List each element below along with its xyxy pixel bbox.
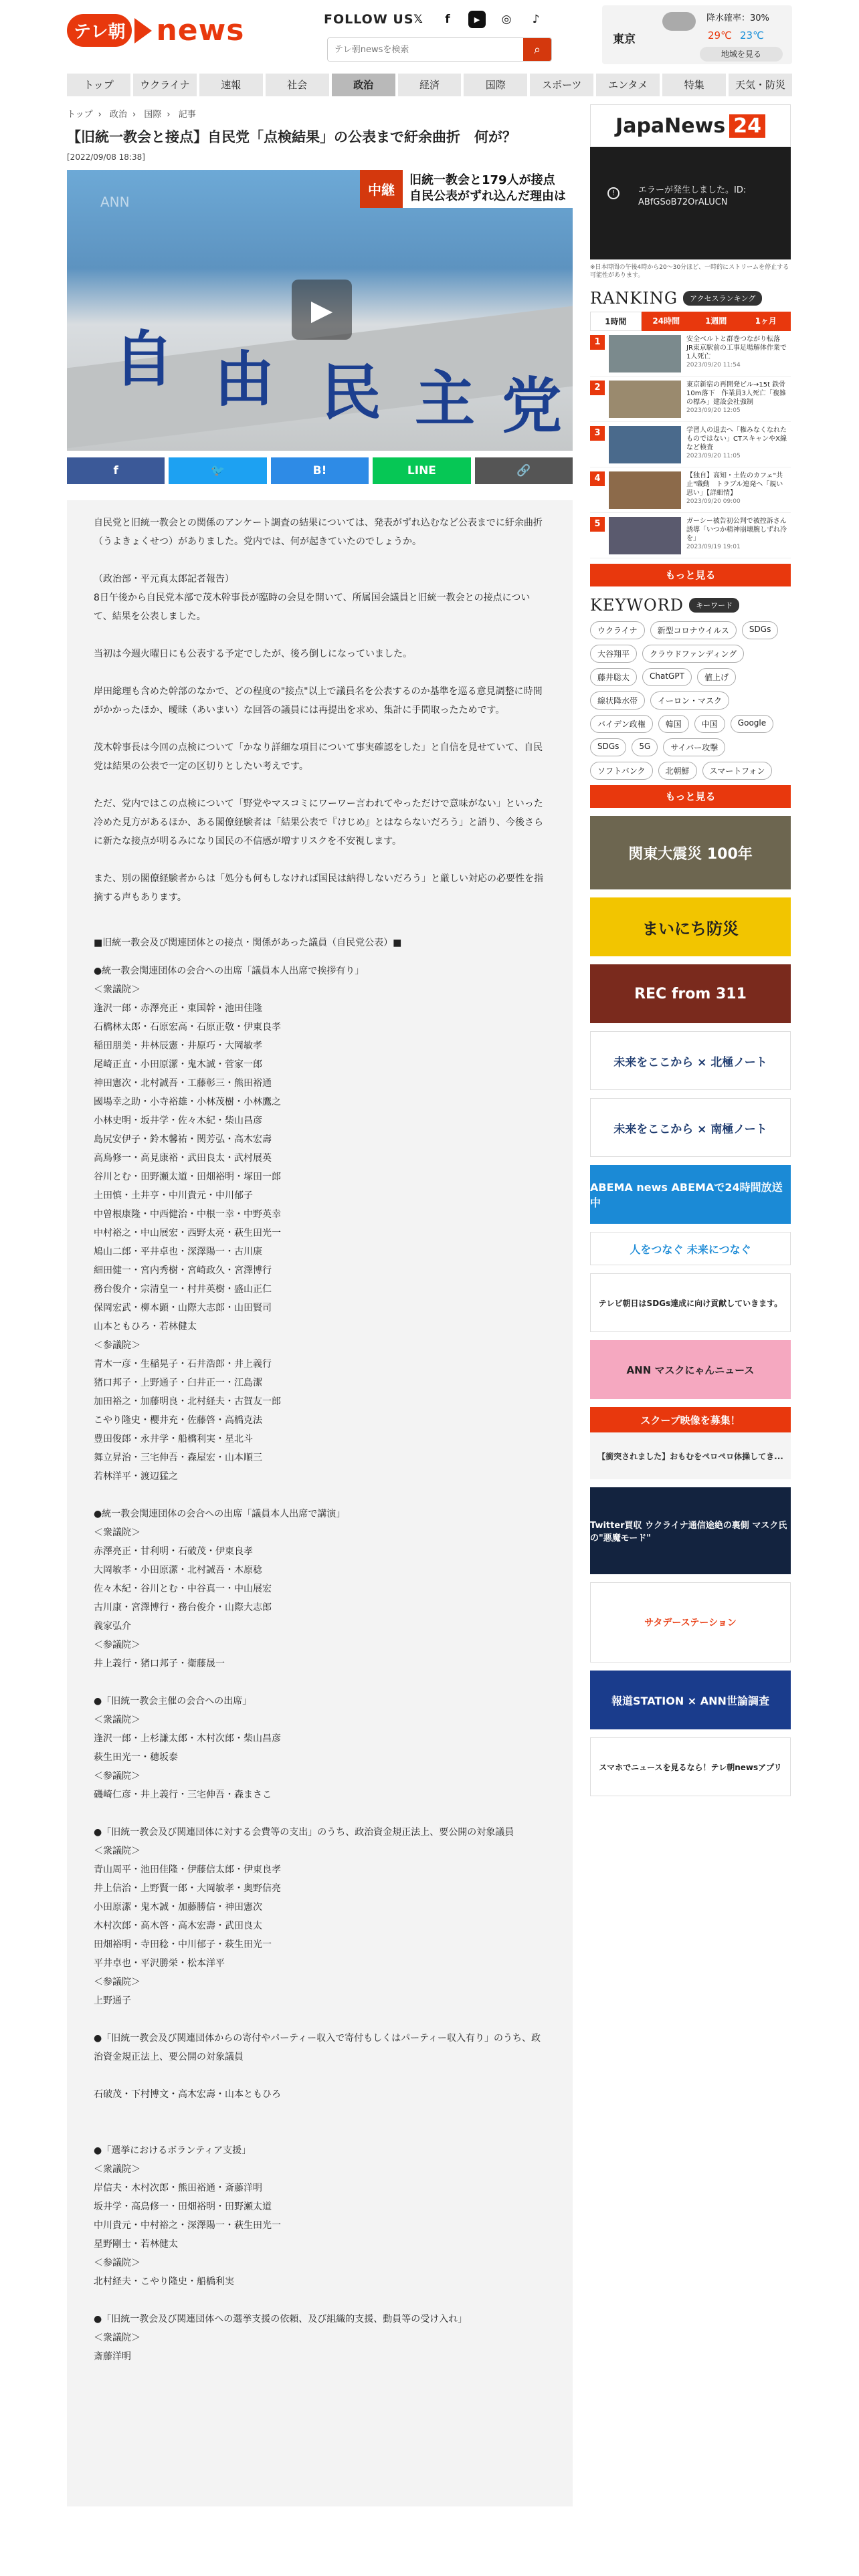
video-note: ※日本時間の午後4時から20～30分ほど、一時的にストリームを停止する可能性があります。 (590, 264, 789, 279)
member-list-line: 上野通子 (94, 1996, 131, 2006)
member-list-line: 國場幸之助・小寺裕雄・小林茂樹・小林鷹之 (94, 1097, 281, 1107)
keyword-tag[interactable]: 韓国 (658, 715, 689, 733)
member-list-line: 逢沢一郎・上杉謙太郎・木村次郎・柴山昌彦 (94, 1733, 281, 1744)
member-list-line: 田畑裕明・寺田稔・中川郁子・萩生田光一 (94, 1939, 272, 1950)
breadcrumb (67, 107, 201, 120)
member-list-line (94, 2104, 549, 2123)
copy-link-button[interactable]: 🔗 (475, 457, 573, 484)
member-list-line: こやり隆史・櫻井充・佐藤啓・高橋克法 (94, 1415, 262, 1426)
member-list-line: ＜参議院＞ (94, 1771, 140, 1782)
member-list-line: 務台俊介・宗清皇一・村井英樹・盛山正仁 (94, 1284, 272, 1295)
share-hatena-button[interactable]: B! (271, 457, 369, 484)
nav-politics[interactable]: 政治 (332, 74, 395, 96)
sign-char: 主 (415, 364, 475, 435)
ranking-item[interactable] (590, 513, 791, 558)
caption-text (403, 170, 573, 208)
rank-text: 東京新宿の再開発ビル→15t 鉄骨10m落下 作業員3人死亡「複雑の標み」建設会社強制 (686, 381, 786, 406)
member-list-line (94, 2123, 549, 2141)
share-bar (67, 457, 573, 484)
member-list-line: 高鳥修一・高見康裕・武田良太・武村展英 (94, 1153, 272, 1164)
member-list-line: 若林洋平・渡辺猛之 (94, 1471, 178, 1482)
nav-top[interactable]: トップ (67, 74, 130, 96)
article-video[interactable] (67, 170, 573, 451)
nav-economy[interactable]: 経済 (398, 74, 462, 96)
breadcrumb-politics[interactable]: 政治 (109, 110, 127, 120)
banner-saturday-station[interactable]: サタデーステーション (590, 1582, 791, 1662)
scoop-item[interactable]: 【衝突されました】おもむをペロペロ体操してき... (590, 1432, 791, 1479)
live-video-player[interactable] (590, 147, 791, 259)
article-paragraph: 自民党と旧統一教会との関係のアンケート調査の結果については、発表がずれ込むなど公表までに紆余曲折（うよきょくせつ）がありました。党内では、何が起きていたのでしょうか。 (94, 518, 543, 547)
member-list-line: 北村経夫・こやり隆史・船橋利実 (94, 2276, 234, 2287)
social-links (409, 11, 545, 28)
rank-thumbnail (609, 471, 681, 509)
banner-kanto-earthquake[interactable]: 関東大震災 100年 (590, 816, 791, 889)
play-icon[interactable]: ▶ (292, 280, 352, 340)
member-list-line: 赤澤亮正・甘利明・石破茂・伊東良孝 (94, 1546, 253, 1557)
nav-entertainment[interactable]: エンタメ (596, 74, 660, 96)
keyword-tag[interactable]: 5G (632, 738, 658, 756)
member-list-line: 小田原潔・鬼木誠・加藤勝信・神田憲次 (94, 1902, 262, 1913)
nav-breaking[interactable]: 速報 (199, 74, 263, 96)
tiktok-icon[interactable]: ♪ (532, 13, 540, 26)
main-content (67, 127, 573, 2506)
live-badge: 中継 (360, 170, 403, 208)
share-twitter-button[interactable]: 🐦 (169, 457, 266, 484)
keyword-tag[interactable]: イーロン・マスク (650, 691, 729, 710)
ranking-item[interactable] (590, 467, 791, 513)
banner-app[interactable]: スマホでニュースを見るなら！テレ朝newsアプリ (590, 1737, 791, 1796)
member-list-line: ●「旧統一教会主催の会合への出席」 (94, 1696, 252, 1707)
logo-badge: テレ朝 (67, 14, 132, 47)
nav-sports[interactable]: スポーツ (530, 74, 593, 96)
member-list-line: 尾崎正直・小田原潔・鬼木誠・菅家一郎 (94, 1059, 262, 1070)
member-list-title: ■旧統一教会及び関連団体との接点・関係があった議員（自民党公表）■ (94, 938, 402, 948)
temp-low: 23℃ (740, 29, 764, 41)
member-list-line (94, 2066, 549, 2085)
keyword-title: KEYWORD (590, 596, 684, 615)
rank-thumbnail (609, 426, 681, 463)
member-list-line: 木村次郎・高木啓・高木宏壽・武田良太 (94, 1921, 262, 1931)
ranking-list (590, 331, 791, 558)
member-list-line: 萩生田光一・穂坂泰 (94, 1752, 178, 1763)
keyword-tag[interactable]: 新型コロナウイルス (650, 621, 737, 639)
member-list-line: 加田裕之・加藤明良・北村経夫・古賀友一郎 (94, 1396, 281, 1407)
member-list-line: 土田慎・土井亨・中川貴元・中川郁子 (94, 1190, 253, 1201)
member-list-line (94, 1673, 549, 1692)
sign-char: 党 (502, 370, 562, 441)
tab-1month[interactable]: 1ヶ月 (741, 312, 791, 331)
article-body (67, 500, 573, 2506)
member-list-line: 坂井学・高鳥修一・田畑裕明・田野瀬太道 (94, 2202, 272, 2212)
member-list-line: 古川康・宮澤博行・務台俊介・山際大志郎 (94, 1602, 272, 1613)
video-error: エラーが発生しました。ID: ABfGSoB72OrALUCN (638, 185, 747, 207)
rank-thumbnail (609, 381, 681, 418)
rank-number: 3 (590, 426, 605, 441)
member-list-line: 稲田朋美・井林辰憲・井原巧・大岡敏孝 (94, 1041, 262, 1051)
twitter-icon[interactable]: 𝕏 (413, 13, 423, 26)
chevron-right-icon: › (167, 110, 171, 120)
japannews24-logo[interactable] (590, 104, 791, 147)
tab-1week[interactable]: 1週間 (691, 312, 741, 331)
member-list (94, 962, 549, 2366)
follow-us-label: FOLLOW US (324, 12, 414, 27)
member-list-line: 山本ともひろ・若林健太 (94, 1321, 197, 1332)
member-list-line: 猪口邦子・上野通子・臼井正一・江島潔 (94, 1378, 262, 1388)
ann-watermark: ANN (100, 194, 130, 210)
keyword-tag[interactable]: 大谷翔平 (590, 645, 637, 663)
ranking-tabs (590, 312, 791, 331)
member-list-line: ＜衆議院＞ (94, 2333, 140, 2343)
rain-probability: 降水確率：30% (706, 13, 769, 23)
member-list-line: 佐々木紀・谷川とむ・中谷真一・中山展宏 (94, 1584, 272, 1594)
article-title: 【旧統一教会と接点】自民党「点検結果」の公表まで紆余曲折 何が？ (67, 129, 516, 145)
keyword-header (590, 596, 791, 615)
ranking-item[interactable] (590, 331, 791, 377)
member-list-line: 岸信夫・木村次郎・熊田裕通・斎藤洋明 (94, 2183, 262, 2193)
nav-society[interactable]: 社会 (266, 74, 329, 96)
rank-date: 2023/09/19 19:01 (686, 544, 741, 550)
banner-houdou-station[interactable]: Twitter買収 ウクライナ通信途絶の裏側 マスク氏の"悪魔モード" (590, 1487, 791, 1574)
chevron-right-icon: › (98, 110, 102, 120)
banner-houdou-ann-poll[interactable]: 報道STATION × ANN世論調査 (590, 1671, 791, 1729)
keyword-tag[interactable]: サイバー攻撃 (663, 738, 725, 756)
search-button[interactable] (523, 38, 551, 61)
share-facebook-button[interactable]: f (67, 457, 165, 484)
keyword-tag[interactable]: 線状降水帯 (590, 691, 645, 710)
nav-ukraine[interactable]: ウクライナ (133, 74, 197, 96)
nav-international[interactable]: 国際 (464, 74, 527, 96)
keyword-tag[interactable]: SDGs (590, 738, 626, 756)
member-list-line: 中村裕之・中山展宏・西野太亮・萩生田光一 (94, 1228, 281, 1239)
article-paragraph: また、別の閣僚経験者からは「処分も何もしなければ国民は納得しないだろう」と厳しい対応の必要性を指摘する声もあります。 (94, 873, 543, 903)
breadcrumb-article: 記事 (178, 110, 196, 120)
member-list-line: ●「旧統一教会及び関連団体への選挙支援の依頼、及び組織的支援、動員等の受け入れ」 (94, 2314, 468, 2325)
member-list-line: 義家弘介 (94, 1621, 131, 1632)
ranking-header (590, 289, 791, 308)
weather-widget (602, 5, 792, 64)
japannews-number: 24 (729, 114, 765, 138)
ranking-pill: アクセスランキング (683, 291, 762, 306)
temp-high: 29℃ (708, 29, 732, 41)
info-icon: ! (607, 187, 619, 199)
site-header (0, 0, 859, 70)
member-list-line: 豊田俊郎・永井学・船橋利実・星北斗 (94, 1434, 253, 1444)
member-list-line: ＜衆議院＞ (94, 984, 140, 995)
member-list-line: 斎藤洋明 (94, 2351, 131, 2362)
nav-features[interactable]: 特集 (662, 74, 726, 96)
banner-sdgs-contribution[interactable]: テレビ朝日はSDGs達成に向け貢献していきます。 (590, 1273, 791, 1332)
rank-thumbnail (609, 517, 681, 554)
category-nav (67, 74, 792, 96)
article-paragraph: ただ、党内ではこの点検について「野党やマスコミにワーワー言われてやっただけで意味がない」といった冷めた見方があるほか、ある閣僚経験者は「結果公表で『けじめ』とはならないだろう」と語り、今後さらに新たな接点が明るみになり国民の不信感が増すリスクを不安視します。 (94, 798, 543, 847)
keyword-list (590, 621, 791, 780)
keyword-tag[interactable]: クラウドファンディング (642, 645, 744, 663)
tab-1hour[interactable]: 1時間 (590, 312, 642, 331)
banner-abema-news[interactable]: ABEMA news ABEMAで24時間放送中 (590, 1165, 791, 1224)
article-date: [2022/09/08 18:38] (67, 152, 145, 162)
member-list-line: ＜参議院＞ (94, 1340, 140, 1351)
youtube-icon[interactable]: ▶ (468, 11, 486, 28)
rank-number: 1 (590, 335, 605, 350)
member-list-line: 中曽根康隆・中西健治・中根一幸・中野英幸 (94, 1209, 281, 1220)
member-list-line: 平井卓也・平沢勝栄・松本洋平 (94, 1958, 225, 1969)
breadcrumb-top[interactable]: トップ (67, 110, 93, 120)
member-list-line: 石橋林太郎・石原宏高・石原正敬・伊東良孝 (94, 1022, 281, 1033)
rank-date: 2023/09/20 09:00 (686, 498, 741, 505)
article-paragraph: （政治部・平元真太郎記者報告） 8日午後から自民党本部で茂木幹事長が臨時の会見を開いて、所属国会議員と旧統一教会との接点について、結果を公表しました。 (94, 574, 531, 622)
member-list-line: 中川貴元・中村裕之・深澤陽一・萩生田光一 (94, 2220, 281, 2231)
nav-weather[interactable]: 天気・防災 (729, 74, 792, 96)
article-paragraph: 茂木幹事長は今回の点検について「かなり詳細な項目について事実確認をした」と自信を見せていて、自民党は結果の公表で一定の区切りとしたい考えです。 (94, 742, 543, 772)
member-list-line: 細田健一・宮内秀樹・宮崎政久・宮澤博行 (94, 1265, 272, 1276)
weather-city: 東京 (613, 33, 636, 46)
member-list-line: 鳩山二郎・平井卓也・深澤陽一・古川康 (94, 1247, 262, 1257)
rank-date: 2023/09/20 11:05 (686, 453, 741, 459)
search-icon: ⌕ (533, 42, 541, 57)
instagram-icon[interactable]: ◎ (501, 13, 512, 26)
sign-char: 民 (321, 357, 381, 428)
banner-mask-nyan[interactable]: ANN マスクにゃんニュース (590, 1340, 791, 1399)
keyword-tag[interactable]: ウクライナ (590, 621, 645, 639)
japannews-text: JapaNews (615, 114, 726, 138)
rank-thumbnail (609, 335, 681, 372)
member-list-line: 青木一彦・生稲晃子・石井浩郎・井上義行 (94, 1359, 272, 1370)
member-list-line: 保岡宏武・柳本顕・山際大志郎・山田賢司 (94, 1303, 272, 1313)
rank-date: 2023/09/20 11:54 (686, 362, 741, 368)
banner-rec-311[interactable]: REC from 311 (590, 964, 791, 1023)
keyword-more-button[interactable]: もっと見る (590, 785, 791, 808)
site-logo[interactable] (67, 13, 245, 47)
keyword-pill: キーワード (689, 598, 739, 613)
member-list-line: 石破茂・下村博文・高木宏壽・山本ともひろ (94, 2089, 281, 2100)
member-list-line: 島尻安伊子・鈴木馨祐・関芳弘・高木宏壽 (94, 1134, 272, 1145)
banner-arctic-note[interactable]: 未来をここから × 北極ノート (590, 1031, 791, 1090)
ranking-item[interactable] (590, 377, 791, 422)
tab-24hours[interactable]: 24時間 (642, 312, 692, 331)
logo-arrow-icon (134, 18, 152, 43)
sidebar (590, 104, 791, 1796)
keyword-tag[interactable]: SDGs (742, 621, 778, 639)
caption-line-2: 自民公表がずれ込んだ理由は (409, 189, 566, 203)
keyword-tag[interactable]: 北朝鮮 (658, 762, 697, 780)
banner-antarctic-note[interactable]: 未来をここから × 南極ノート (590, 1098, 791, 1157)
member-list-line: 神田憲次・北村誠吾・工藤彰三・熊田裕通 (94, 1078, 272, 1089)
search-box (327, 37, 552, 62)
share-line-button[interactable]: LINE (373, 457, 470, 484)
banner-mainichi-bousai[interactable]: まいにち防災 (590, 897, 791, 956)
member-list-line: 谷川とむ・田野瀬太道・田畑裕明・塚田一郎 (94, 1172, 281, 1182)
rank-text: 学習人の退去へ「権みなくなれたものではない」CTスキャンやX線など検査 (686, 427, 787, 451)
member-list-line: ＜参議院＞ (94, 2258, 140, 2268)
keyword-tag[interactable]: Google (731, 715, 773, 733)
keyword-tag[interactable]: ChatGPT (642, 668, 692, 686)
member-list-line: 青山周平・池田佳隆・伊藤信太郎・伊東良孝 (94, 1864, 281, 1875)
chevron-right-icon: › (132, 110, 136, 120)
member-list-line (94, 2291, 549, 2310)
member-list-line: 逢沢一郎・赤澤亮正・東国幹・池田佳隆 (94, 1003, 262, 1014)
member-list-line (94, 1804, 549, 1823)
member-list-line: ●「旧統一教会及び関連団体に対する会費等の支出」のうち、政治資金規正法上、要公開の対象議員 (94, 1827, 514, 1838)
member-list-line: ●「選挙におけるボランティア支援」 (94, 2145, 252, 2156)
keyword-tag[interactable]: スマートフォン (702, 762, 773, 780)
video-caption (360, 170, 573, 208)
member-list-line: 井上義行・猪口邦子・衛藤晟一 (94, 1658, 225, 1669)
keyword-tag[interactable]: 中国 (694, 715, 725, 733)
banner-sdgs-connect[interactable]: 人をつなぐ 未来につなぐ (590, 1232, 791, 1265)
facebook-icon[interactable]: f (445, 13, 450, 26)
rank-number: 5 (590, 517, 605, 532)
member-list-line: ●統一教会関連団体の会合への出席「議員本人出席で挨拶有り」 (94, 966, 365, 976)
rank-text: 安全ベルトと群巻つながり転落 JR東京駅前の工事足場解体作業で1人死亡 (686, 336, 787, 360)
member-list-line: ＜衆議院＞ (94, 1527, 140, 1538)
breadcrumb-international[interactable]: 国際 (144, 110, 162, 120)
sign-char: 自 (114, 324, 174, 395)
member-list-line: 星野剛士・若林健太 (94, 2239, 178, 2250)
member-list-line (94, 2010, 549, 2029)
rank-number: 4 (590, 471, 605, 486)
member-list-line: ＜参議院＞ (94, 1977, 140, 1988)
member-list-line: ＜衆議院＞ (94, 2164, 140, 2175)
sign-char: 由 (214, 344, 274, 415)
article-paragraph: 岸田総理も含めた幹部のなかで、どの程度の"接点"以上で議員名を公表するのか基準を巡る意見調整に時間がかかったほか、曖昧（あいまい）な回答の議員には再提出を求め、集計に手間取ったためです。 (94, 686, 543, 716)
banner-scoop[interactable]: スクープ映像を募集！ (590, 1407, 791, 1432)
member-list-line: 舞立昇治・三宅伸吾・森屋宏・山本順三 (94, 1453, 262, 1463)
keyword-tag[interactable]: 藤井聡太 (590, 668, 637, 686)
search-input[interactable] (328, 38, 522, 61)
rank-text: ガーシー被告初公判で被控訴さん誘導「いつか精神崩壊腕しずれ冷を」 (686, 518, 787, 542)
member-list-line: ＜衆議院＞ (94, 1846, 140, 1856)
member-list-line: 磯崎仁彦・井上義行・三宅伸吾・森まさこ (94, 1790, 272, 1800)
article-paragraph: 当初は今週火曜日にも公表する予定でしたが、後ろ倒しになっていました。 (94, 649, 412, 659)
cloud-icon (662, 12, 696, 31)
keyword-tag[interactable]: 値上げ (697, 668, 736, 686)
rank-text: 【独自】高知・土佐のカフェ"共止"職動 トラブル連発へ「親い思い」【詳細情】 (686, 472, 783, 497)
logo-news-text: news (156, 13, 245, 47)
member-list-line (94, 1486, 549, 1505)
ranking-more-button[interactable]: もっと見る (590, 564, 791, 586)
member-list-line: 井上信治・上野賢一郎・大岡敏孝・奥野信亮 (94, 1883, 281, 1894)
area-button[interactable]: 地域を見る (700, 47, 783, 62)
member-list-line: ＜参議院＞ (94, 1640, 140, 1650)
ranking-item[interactable] (590, 422, 791, 467)
ranking-title: RANKING (590, 289, 678, 308)
member-list-line: ＜衆議院＞ (94, 1715, 140, 1725)
member-list-line: ●統一教会関連団体の会合への出席「議員本人出席で講演」 (94, 1509, 346, 1519)
member-list-line: 小林史明・坂井学・佐々木紀・柴山昌彦 (94, 1115, 262, 1126)
caption-line-1: 旧統一教会と179人が接点 (409, 173, 555, 187)
rank-date: 2023/09/20 12:05 (686, 407, 741, 414)
rank-number: 2 (590, 381, 605, 395)
member-list-line: ●「旧統一教会及び関連団体からの寄付やパーティー収入で寄付もしくはパーティー収入有り」のうち、政治資金規正法上、要公開の対象議員 (94, 2033, 541, 2062)
keyword-tag[interactable]: ソフトバンク (590, 762, 653, 780)
keyword-tag[interactable]: バイデン政権 (590, 715, 653, 733)
member-list-line: 大岡敏孝・小田原潔・北村誠吾・木原稔 (94, 1565, 262, 1576)
